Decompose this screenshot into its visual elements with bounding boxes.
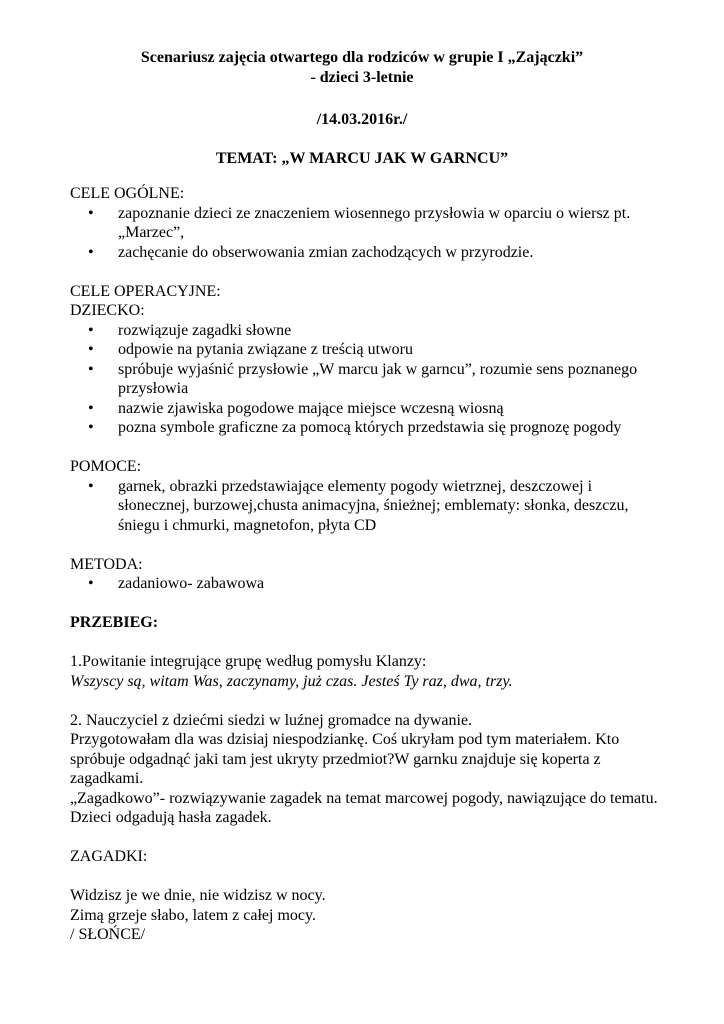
bullet-icon: • bbox=[88, 575, 94, 592]
bullet-icon: • bbox=[88, 477, 94, 495]
bullet-icon: • bbox=[88, 419, 94, 436]
step1-text: 1.Powitanie integrujące grupę według pomysłu Klanzy: bbox=[70, 653, 427, 670]
pomoce-list bbox=[70, 477, 660, 536]
riddle-line1: Widzisz je we dnie, nie widzisz w nocy. bbox=[70, 887, 326, 904]
document-topic: TEMAT: „W MARCU JAK W GARNCU” bbox=[215, 150, 509, 167]
riddle-answer: / SŁOŃCE/ bbox=[70, 926, 146, 943]
bullet-icon: • bbox=[88, 360, 94, 378]
metoda-heading: METODA: bbox=[70, 555, 143, 573]
pomoce-heading: POMOCE: bbox=[70, 458, 142, 475]
list-item: • pozna symbole graficzne za pomocą których przedstawia się prognozę pogody bbox=[88, 419, 622, 436]
step2-text: 2. Nauczyciel z dziećmi siedzi w luźnej gromadce na dywanie. bbox=[70, 711, 473, 729]
document-date: /14.03.2016r./ bbox=[316, 111, 408, 128]
cele-ogolne-heading: CELE OGÓLNE: bbox=[70, 185, 185, 202]
cele-operacyjne-list bbox=[70, 321, 660, 438]
cele-ogolne-list bbox=[70, 204, 660, 263]
riddle-line2: Zimą grzeje słabo, latem z całej mocy. bbox=[70, 906, 316, 924]
bullet-icon: • bbox=[88, 243, 94, 261]
list-item: • garnek, obrazki przedstawiające elementy pogody wietrznej, deszczowej i słonecznej, burzowej,chusta animacyjna, śnieżnej; emblematy: słonka, deszczu, śniegu i chmurki, magnetofon, płyta CD bbox=[88, 477, 629, 534]
przebieg-heading: PRZEBIEG: bbox=[70, 614, 159, 631]
bullet-icon: • bbox=[88, 341, 94, 358]
list-item: • zadaniowo- zabawowa bbox=[88, 575, 265, 592]
step2-paragraph-2: „Zagadkowo”- rozwiązywanie zagadek na temat marcowej pogody, nawiązujące do tematu. Dzieci odgadują hasła zagadek. bbox=[70, 789, 658, 826]
list-item: • zapoznanie dzieci ze znaczeniem wiosennego przysłowia w oparciu o wiersz pt. „Marzec”, bbox=[88, 204, 631, 241]
step2-paragraph: Przygotowałam dla was dzisiaj niespodziankę. Coś ukryłam pod tym materiałem. Kto spróbuje odgadnąć jaki tam jest ukryty przedmiot?W garnku znajduje się koperta z zagadkami. bbox=[70, 731, 620, 787]
document-body bbox=[70, 184, 660, 945]
list-item: • spróbuje wyjaśnić przysłowie „W marcu jak w garncu”, rozumie sens poznanego przysłowia bbox=[88, 360, 638, 397]
dziecko-subheading: DZIECKO: bbox=[70, 302, 145, 319]
list-item: • zachęcanie do obserwowania zmian zachodzących w przyrodzie. bbox=[88, 243, 534, 261]
list-item: • odpowie na pytania związane z treścią utworu bbox=[88, 341, 413, 358]
list-item: • rozwiązuje zagadki słowne bbox=[88, 321, 292, 339]
document-title-line2: - dzieci 3-letnie bbox=[310, 69, 414, 86]
zagadki-heading: ZAGADKI: bbox=[70, 848, 148, 865]
document-title-line1: Scenariusz zajęcia otwartego dla rodziców w grupie I „Zajączki” bbox=[140, 49, 584, 66]
list-item: • nazwie zjawiska pogodowe mające miejsce wczesną wiosną bbox=[88, 399, 504, 417]
bullet-icon: • bbox=[88, 321, 94, 339]
step1-greeting: Wszyscy są, witam Was, zaczynamy, już czas. Jesteś Ty raz, dwa, trzy. bbox=[70, 672, 513, 690]
metoda-list bbox=[70, 574, 660, 594]
cele-operacyjne-heading: CELE OPERACYJNE: bbox=[70, 282, 221, 300]
bullet-icon: • bbox=[88, 399, 94, 417]
bullet-icon: • bbox=[88, 204, 94, 222]
